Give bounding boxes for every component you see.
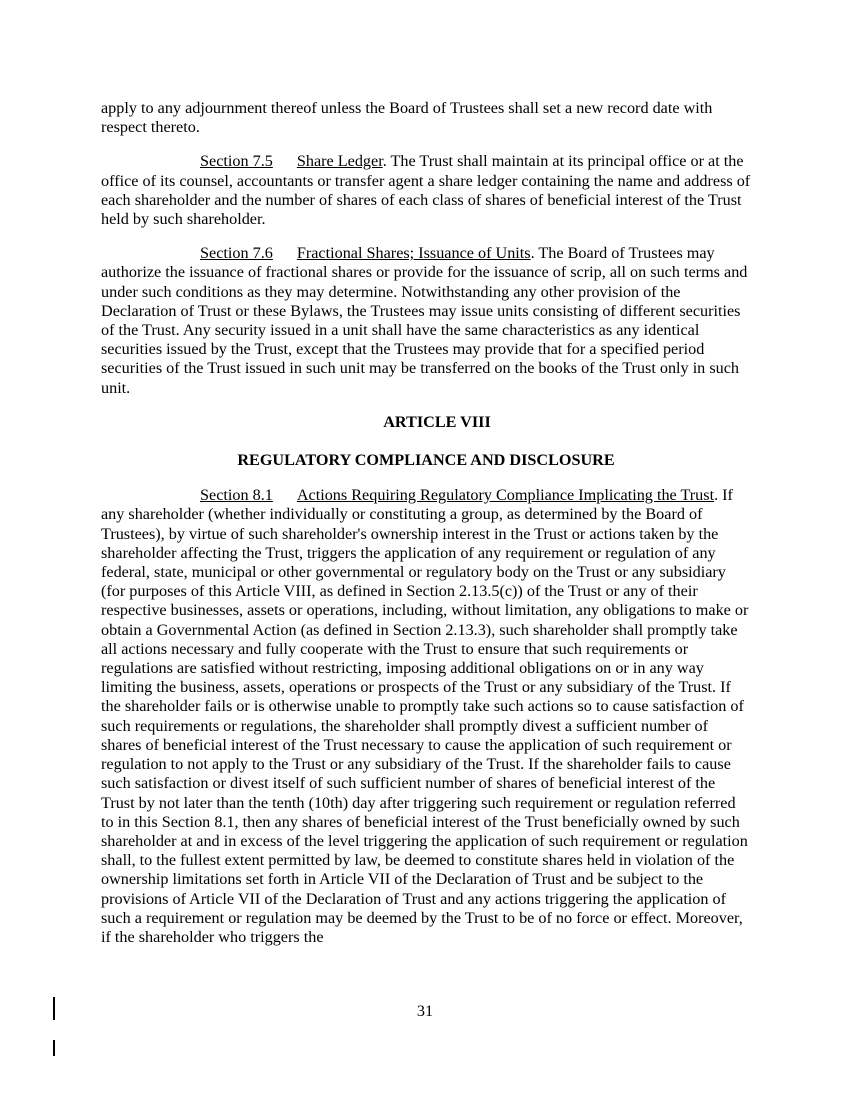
page-number: 31 xyxy=(416,1002,434,1020)
section-7-6-text: . The Board of Trustees may authorize the issuance of fractional shares or provide for the issuance of scrip, all on such terms and under such conditions as they may determine. Notwithstanding any other provision of the Declaration of Trust or these Bylaws, the Trustees may issue units consisting of different securities of the Trust. Any security issued in a unit shall have the same characteristics as any identical securities issued by the Trust, except that the Trustees may provide that for a specified period securities of the Trust issued in such unit may be transferred on the books of the Trust only in such unit. xyxy=(101,244,748,397)
section-7-5-title: Share Ledger xyxy=(296,152,383,171)
section-8-1-heading xyxy=(200,486,714,504)
section-7-5-heading xyxy=(200,152,383,170)
section-8-1-title: Actions Requiring Regulatory Compliance Implicating the Trust xyxy=(296,486,715,505)
section-8-1-paragraph xyxy=(101,486,751,947)
section-7-5-text: . The Trust shall maintain at its principal office or at the office of its counsel, accountants or transfer agent a share ledger containing the name and address of each shareholder and the number of shares of each class of shares of beneficial interest of the Trust held by such shareholder. xyxy=(101,152,751,229)
revision-bar xyxy=(53,997,55,1020)
section-7-6-heading xyxy=(200,244,531,262)
document-page xyxy=(101,99,751,962)
section-8-1-number: Section 8.1 xyxy=(200,486,273,505)
paragraph-continuation: apply to any adjournment thereof unless the Board of Trustees shall set a new record date with respect thereto. xyxy=(101,99,713,137)
section-7-5-number: Section 7.5 xyxy=(200,152,273,171)
section-8-1-text: . If any shareholder (whether individually or constituting a group, as determined by the Board of Trustees), by virtue of such shareholder's ownership interest in the Trust or actions taken by the shareholder affecting the Trust, triggers the application of any requirement or regulation of any federal, state, municipal or other governmental or regulatory body on the Trust or any subsidiary (for purposes of this Article VIII, as defined in Section 2.13.5(c)) of the Trust or any of their respective businesses, assets or operations, including, without limitation, any obligations to make or obtain a Governmental Action (as defined in Section 2.13.3), such shareholder shall promptly take all actions necessary and fully cooperate with the Trust to ensure that such requirements or regulations are satisfied without restricting, imposing additional obligations on or in any way limiting the business, assets, operations or prospects of the Trust or any subsidiary of the Trust. If the shareholder fails or is otherwise unable to promptly take such actions so to cause satisfaction of such requirements or regulations, the shareholder shall promptly divest a sufficient number of shares of beneficial interest of the Trust necessary to cause the application of such requirement or regulation to not apply to the Trust or any subsidiary of the Trust. If the shareholder fails to cause such satisfaction or divest itself of such sufficient number of shares of beneficial interest of the Trust by not later than the tenth (10th) day after triggering such requirement or regulation referred to in this Section 8.1, then any shares of beneficial interest of the Trust beneficially owned by such shareholder at and in excess of the level triggering the application of such requirement or regulation shall, to the fullest extent permitted by law, be deemed to constitute shares held in violation of the ownership limitations set forth in Article VII of the Declaration of Trust and be subject to the provisions of Article VII of the Declaration of Trust and any actions triggering the application of such a requirement or regulation may be deemed by the Trust to be of no force or effect. Moreover, if the shareholder who triggers the xyxy=(101,486,749,946)
revision-bar xyxy=(53,1040,55,1056)
section-7-6-paragraph xyxy=(101,244,751,398)
section-7-6-number: Section 7.6 xyxy=(200,244,273,263)
article-heading: ARTICLE VIII xyxy=(383,412,491,431)
section-7-6-title: Fractional Shares; Issuance of Units xyxy=(296,244,531,263)
article-title: REGULATORY COMPLIANCE AND DISCLOSURE xyxy=(237,451,615,470)
section-7-5-paragraph xyxy=(101,152,751,229)
